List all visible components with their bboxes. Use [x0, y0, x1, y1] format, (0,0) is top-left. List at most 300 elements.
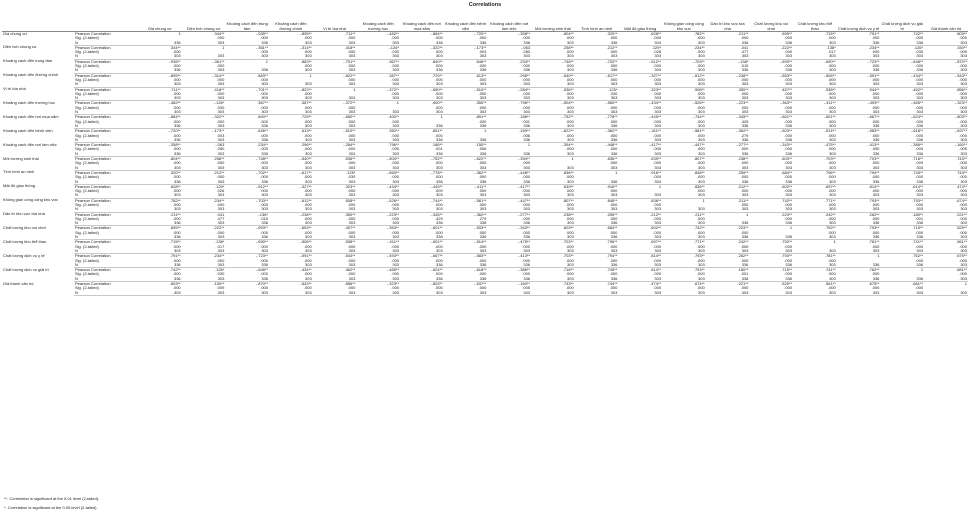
table-cell: 336 — [487, 221, 531, 226]
table-cell: .674** — [693, 281, 705, 287]
table-cell: 303 — [356, 152, 400, 157]
table-cell: .000 — [565, 272, 574, 277]
table-cell: .000 — [260, 133, 269, 138]
table-cell: .711** — [344, 31, 356, 36]
table-cell: 303 — [269, 82, 313, 87]
table-cell: 336 — [444, 68, 488, 73]
table-cell: 336 — [225, 263, 269, 268]
table-cell: -.803** — [954, 114, 967, 120]
table-cell: .603** — [562, 225, 574, 231]
table-cell: -.434** — [386, 184, 400, 189]
table-cell: .000 — [871, 244, 880, 249]
table-cell: .000 — [347, 272, 356, 277]
table-cell: -.482** — [168, 100, 181, 106]
table-cell: -.238** — [299, 212, 312, 217]
table-cell: 1 — [396, 100, 400, 106]
table-cell: 303 — [924, 82, 968, 87]
table-cell: 303 — [793, 54, 837, 59]
table-cell: -.703** — [255, 198, 269, 203]
table-cell: -.448** — [517, 170, 531, 175]
table-cell: 303 — [313, 277, 357, 282]
table-cell: 303 — [662, 193, 706, 198]
table-cell: 303 — [706, 207, 750, 212]
table-cell: -.345** — [430, 212, 443, 217]
table-cell: -.581** — [474, 198, 487, 203]
table-cell: .000 — [260, 202, 269, 207]
table-cell: -.327** — [648, 73, 662, 78]
table-cell: .000 — [172, 105, 181, 110]
table-cell: .000 — [391, 133, 400, 138]
table-cell: 303 — [313, 54, 357, 59]
table-cell: 303 — [182, 263, 226, 268]
table-cell: .234** — [213, 198, 225, 203]
table-cell: 303 — [487, 166, 531, 171]
table-cell: -.138* — [257, 212, 269, 217]
table-cell: .743** — [956, 156, 967, 162]
header-stat-corner — [74, 9, 138, 32]
table-cell: .000 — [740, 36, 749, 41]
table-cell: 303 — [880, 193, 924, 198]
table-cell: 336 — [706, 68, 750, 73]
table-cell: .000 — [478, 286, 487, 291]
table-cell: .000 — [653, 272, 662, 277]
table-cell: .703** — [868, 156, 880, 162]
table-cell: -.617** — [605, 73, 618, 78]
table-cell: 303 — [138, 96, 182, 101]
table-cell: .000 — [827, 91, 836, 96]
table-cell: 303 — [575, 193, 619, 198]
table-cell: 303 — [880, 291, 924, 296]
row-stat-label: Pearson Correlation — [75, 212, 111, 217]
table-cell: 303 — [575, 82, 619, 87]
table-cell: .000 — [959, 230, 967, 235]
row-stat-label: Sig. (2-tailed) — [75, 175, 99, 180]
row-stat-label: Pearson Correlation — [75, 45, 111, 50]
table-cell: -.362** — [605, 128, 618, 134]
table-cell: 303 — [313, 235, 357, 240]
table-cell: .211** — [694, 212, 705, 217]
table-cell: .477 — [740, 50, 749, 55]
table-cell: 303 — [662, 166, 706, 171]
table-cell: 303 — [356, 96, 400, 101]
table-cell: .000 — [915, 64, 924, 69]
table-title: Correlations — [468, 2, 502, 8]
table-cell: .000 — [827, 64, 836, 69]
table-cell: -.411** — [649, 128, 662, 134]
table-cell: -.601** — [430, 225, 443, 231]
table-cell: .000 — [391, 175, 400, 180]
table-cell: .000 — [303, 64, 312, 69]
table-cell: 303 — [400, 193, 444, 198]
table-cell: 336 — [749, 41, 793, 46]
row-stat-label: Sig. (2-tailed) — [75, 216, 99, 221]
table-cell: 336 — [400, 68, 444, 73]
table-cell: .793** — [781, 253, 793, 259]
table-cell: -.870** — [954, 59, 967, 64]
table-cell: 303 — [269, 124, 313, 129]
table-cell: 336 — [837, 41, 881, 46]
table-cell: -.703** — [692, 59, 705, 64]
table-cell: .000 — [915, 119, 924, 124]
table-cell: 303 — [531, 263, 575, 268]
table-cell: .211** — [170, 212, 181, 217]
table-cell: .000 — [653, 202, 662, 207]
table-cell: .000 — [172, 77, 181, 82]
table-cell: 303 — [924, 166, 968, 171]
table-cell: .000 — [871, 202, 880, 207]
table-cell: 1 — [920, 267, 924, 273]
table-cell: .000 — [915, 161, 924, 166]
table-cell: 303 — [575, 96, 619, 101]
table-cell: 303 — [662, 221, 706, 226]
table-cell: 303 — [182, 41, 226, 46]
table-cell: .851** — [431, 128, 443, 134]
table-cell: .000 — [522, 64, 531, 69]
row-stat-label: Pearson Correlation — [75, 184, 111, 189]
table-cell: 303 — [138, 166, 182, 171]
table-cell: .000 — [696, 272, 705, 277]
table-cell: -.693** — [779, 59, 793, 64]
table-cell: .000 — [434, 286, 443, 291]
table-cell: 303 — [531, 152, 575, 157]
table-cell: .000 — [609, 216, 618, 221]
table-cell: .000 — [216, 64, 225, 69]
row-variable-label: Chất lượng dịch vụ giải trí — [3, 267, 49, 272]
table-cell: .001 — [915, 216, 924, 221]
table-cell: .851** — [475, 114, 487, 120]
table-cell: .026 — [216, 189, 225, 194]
table-cell: 303 — [400, 96, 444, 101]
table-cell: 303 — [880, 96, 924, 101]
table-cell: .793** — [693, 253, 705, 259]
table-cell: 303 — [706, 110, 750, 115]
table-cell: -.591** — [299, 253, 312, 259]
table-cell: .000 — [303, 272, 312, 277]
table-cell: -.411** — [474, 184, 487, 189]
table-cell: .009 — [959, 50, 967, 55]
table-cell: 303 — [531, 68, 575, 73]
table-cell: .000 — [740, 189, 749, 194]
table-cell: .836** — [606, 156, 618, 162]
table-cell: .000 — [959, 244, 967, 249]
table-cell: .715** — [169, 239, 181, 245]
table-cell: 303 — [313, 110, 357, 115]
table-cell: .752** — [824, 225, 836, 231]
table-cell: -.723** — [255, 253, 269, 259]
table-cell: .883** — [300, 59, 312, 64]
table-cell: 336 — [749, 180, 793, 185]
table-cell: -.601** — [823, 114, 836, 120]
table-cell: 303 — [225, 96, 269, 101]
table-cell: .000 — [915, 202, 924, 207]
table-cell: 303 — [793, 124, 837, 129]
table-cell: 303 — [793, 221, 837, 226]
table-cell: .000 — [172, 133, 181, 138]
table-cell: .000 — [827, 230, 836, 235]
table-cell: .803** — [169, 281, 181, 287]
table-cell: .000 — [260, 77, 269, 82]
table-cell: 303 — [837, 82, 881, 87]
table-cell: .840** — [257, 114, 269, 120]
table-cell: -.526** — [692, 100, 705, 106]
table-cell: .743** — [562, 281, 574, 287]
table-cell: .000 — [478, 161, 487, 166]
table-cell: .234** — [868, 45, 880, 50]
row-stat-label: Sig. (2-tailed) — [75, 202, 99, 207]
table-cell: -.362** — [474, 212, 487, 217]
table-cell: -.160** — [954, 142, 967, 148]
table-cell: 303 — [269, 291, 313, 296]
table-cell: .262** — [737, 253, 749, 259]
table-cell: .000 — [784, 77, 793, 82]
table-cell: -.372** — [386, 87, 400, 92]
table-cell: -.514** — [474, 239, 487, 245]
table-cell: 303 — [618, 249, 662, 254]
table-cell: .211** — [737, 198, 749, 203]
table-cell: .000 — [347, 133, 356, 138]
row-variable-label: Khoảng cách đến bệnh viện — [3, 128, 53, 133]
table-cell: 303 — [182, 152, 226, 157]
row-stat-label: Pearson Correlation — [75, 198, 111, 203]
table-cell: .150** — [213, 281, 225, 287]
table-cell: 303 — [356, 124, 400, 129]
table-cell: .675** — [868, 281, 880, 287]
table-cell: .000 — [478, 230, 487, 235]
row-variable-label: Chất lượng dịch vụ y tế — [3, 253, 45, 258]
table-cell: 303 — [706, 291, 750, 296]
table-cell: .000 — [871, 189, 880, 194]
row-variable-label: Không gian công cộng khu vực — [3, 198, 59, 203]
table-cell: .000 — [565, 105, 574, 110]
table-cell: .752** — [781, 239, 793, 245]
table-cell: .000 — [653, 216, 662, 221]
table-cell: -.752** — [430, 156, 443, 162]
table-cell: -.363** — [386, 225, 400, 231]
table-cell: .000 — [391, 189, 400, 194]
table-cell: .716** — [562, 267, 574, 273]
table-cell: 303 — [662, 54, 706, 59]
table-cell: 336 — [575, 41, 619, 46]
table-cell: -.358** — [168, 142, 181, 148]
column-header: Khoảng cách đến đường chính — [269, 9, 313, 32]
table-cell: .602** — [781, 184, 793, 189]
table-cell: 336 — [138, 68, 182, 73]
table-cell: .000 — [609, 286, 618, 291]
table-cell: 336 — [225, 138, 269, 143]
column-header: Khoảng cách đến trường học — [356, 9, 400, 32]
table-cell: .814** — [868, 184, 880, 189]
table-cell: 303 — [793, 96, 837, 101]
column-header: Môi trường sinh thái — [531, 9, 575, 32]
table-cell: .003 — [216, 133, 225, 138]
table-cell: -.503** — [779, 128, 793, 134]
table-cell: 336 — [837, 124, 881, 129]
table-cell: .000 — [522, 189, 531, 194]
table-cell: 303 — [531, 180, 575, 185]
table-cell: .000 — [565, 216, 574, 221]
table-cell: .000 — [216, 230, 225, 235]
table-cell: 336 — [138, 152, 182, 157]
table-cell: -.752** — [561, 114, 574, 120]
table-cell: .323** — [344, 184, 356, 189]
table-cell: .000 — [260, 36, 269, 41]
table-cell: .221** — [956, 212, 967, 217]
table-cell: .000 — [784, 105, 793, 110]
table-cell: 336 — [575, 152, 619, 157]
table-cell: .000 — [653, 244, 662, 249]
table-cell: .793** — [868, 225, 880, 231]
table-cell: .000 — [260, 230, 269, 235]
table-cell: 303 — [269, 277, 313, 282]
table-cell: .000 — [391, 272, 400, 277]
table-cell: .000 — [915, 175, 924, 180]
table-cell: -.475** — [517, 239, 531, 245]
table-cell: 336 — [444, 41, 488, 46]
table-cell: .280 — [216, 147, 225, 152]
table-cell: .000 — [391, 216, 400, 221]
table-cell: .703** — [562, 253, 574, 259]
table-cell: 303 — [313, 180, 357, 185]
table-cell: -.650** — [430, 87, 443, 92]
table-cell: 303 — [182, 193, 226, 198]
table-cell: .614** — [912, 184, 924, 189]
table-cell: 303 — [444, 166, 488, 171]
row-stat-label: Pearson Correlation — [75, 87, 111, 92]
table-cell: 303 — [356, 110, 400, 115]
table-cell: .418** — [344, 45, 356, 50]
table-cell: 303 — [880, 249, 924, 254]
table-cell: .000 — [696, 147, 705, 152]
table-cell: 303 — [837, 96, 881, 101]
table-cell: 303 — [924, 41, 968, 46]
table-cell: .017 — [827, 50, 836, 55]
table-cell: .697** — [650, 239, 662, 245]
table-cell: .000 — [653, 161, 662, 166]
table-cell: 336 — [880, 235, 924, 240]
table-cell: .180** — [912, 212, 924, 217]
table-cell: .000 — [871, 175, 880, 180]
table-cell: .000 — [478, 189, 487, 194]
table-cell: 303 — [531, 207, 575, 212]
table-cell: 303 — [313, 221, 357, 226]
table-cell: .000 — [696, 64, 705, 69]
table-cell: .000 — [260, 50, 269, 55]
table-cell: 303 — [182, 180, 226, 185]
table-cell: -.503** — [474, 225, 487, 231]
table-cell: -.618** — [474, 267, 487, 273]
table-cell: .000 — [522, 105, 531, 110]
table-cell: .000 — [478, 202, 487, 207]
table-cell: 303 — [356, 263, 400, 268]
table-cell: .000 — [478, 36, 487, 41]
table-cell: .320** — [169, 170, 181, 175]
table-cell: .000 — [478, 77, 487, 82]
table-cell: .000 — [478, 64, 487, 69]
table-cell: 303 — [924, 96, 968, 101]
row-stat-label: Sig. (2-tailed) — [75, 272, 99, 277]
row-variable-label: Vị trí tòa nhà — [3, 87, 26, 92]
table-cell: .000 — [522, 258, 531, 263]
table-cell: .536** — [344, 156, 356, 162]
table-cell: -.510** — [474, 87, 487, 92]
column-header: Tình hình an ninh — [575, 9, 619, 32]
table-cell: 303 — [531, 235, 575, 240]
table-cell: 303 — [356, 54, 400, 59]
table-cell: .212** — [213, 170, 225, 175]
table-cell: .000 — [915, 105, 924, 110]
table-cell: .000 — [172, 147, 181, 152]
table-cell: 303 — [313, 291, 357, 296]
table-cell: .000 — [959, 272, 967, 277]
table-cell: 303 — [356, 138, 400, 143]
table-cell: .000 — [172, 286, 181, 291]
table-cell: .916** — [650, 170, 662, 175]
row-stat-label: Pearson Correlation — [75, 142, 111, 148]
table-cell: .429 — [740, 119, 749, 124]
table-cell: .836** — [650, 198, 662, 203]
column-header: Mật độ giao thông — [618, 9, 662, 32]
table-cell: 336 — [749, 138, 793, 143]
table-cell: .836** — [562, 170, 574, 175]
table-cell: .003 — [478, 50, 487, 55]
table-cell: .258** — [562, 45, 574, 50]
table-cell: .794** — [606, 253, 618, 259]
table-cell: 1 — [746, 212, 749, 217]
table-cell: .000 — [653, 286, 662, 291]
table-cell: .000 — [696, 230, 705, 235]
table-cell: .745** — [912, 170, 924, 175]
table-cell: 336 — [749, 152, 793, 157]
table-cell: .222** — [781, 45, 793, 50]
table-cell: 303 — [662, 207, 706, 212]
table-cell: 303 — [662, 138, 706, 143]
table-cell: 303 — [269, 41, 313, 46]
table-cell: 336 — [225, 124, 269, 129]
table-cell: 336 — [400, 277, 444, 282]
table-cell: 303 — [487, 249, 531, 254]
table-cell: 336 — [487, 124, 531, 129]
table-cell: 303 — [182, 291, 226, 296]
table-cell: 336 — [575, 138, 619, 143]
table-cell: .000 — [871, 36, 880, 41]
row-variable-label: Khoảng cách đến nơi mua sắm — [3, 114, 59, 119]
table-cell: 303 — [269, 207, 313, 212]
table-cell: 303 — [225, 82, 269, 87]
table-cell: .418** — [213, 87, 225, 92]
table-cell: .000 — [609, 189, 618, 194]
table-cell: .000 — [172, 119, 181, 124]
table-cell: 336 — [749, 68, 793, 73]
table-cell: 303 — [924, 277, 968, 282]
table-cell: .000 — [696, 244, 705, 249]
table-cell: .000 — [522, 244, 531, 249]
table-row — [2, 291, 968, 296]
table-cell: 303 — [531, 221, 575, 226]
table-cell: .000 — [565, 175, 574, 180]
table-cell: .628** — [169, 184, 181, 189]
table-cell: .000 — [565, 36, 574, 41]
table-cell: 303 — [618, 82, 662, 87]
table-cell: .387** — [388, 73, 400, 78]
table-cell: 303 — [400, 166, 444, 171]
table-cell: .000 — [565, 244, 574, 249]
table-cell: 303 — [182, 221, 226, 226]
table-cell: 1 — [527, 142, 531, 148]
table-cell: .477 — [216, 216, 225, 221]
table-cell: .000 — [784, 119, 793, 124]
table-cell: -.581** — [692, 128, 705, 134]
table-cell: .000 — [260, 286, 269, 291]
